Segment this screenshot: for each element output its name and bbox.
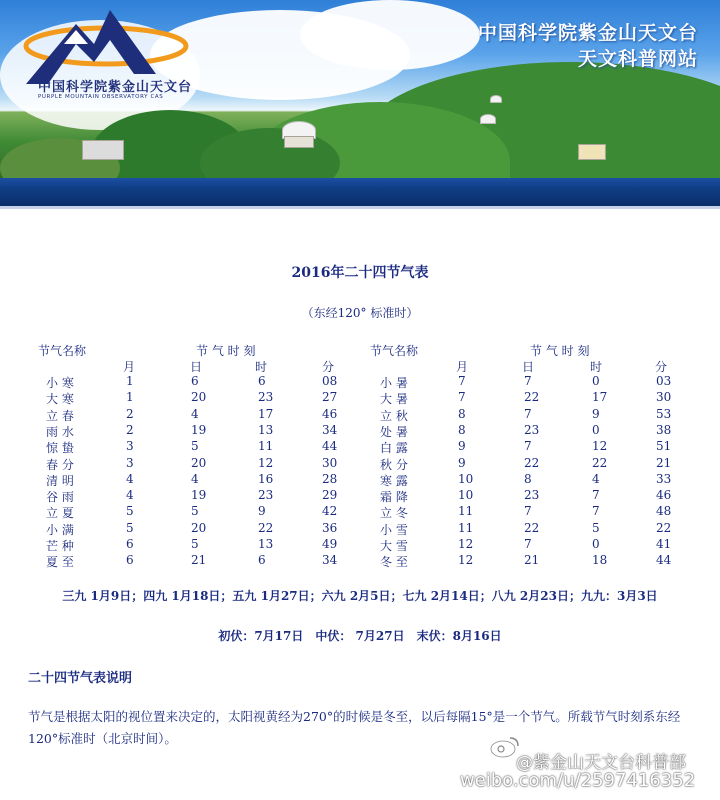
term-hour: 11 [258, 439, 274, 454]
term-month: 3 [126, 439, 134, 454]
term-minute: 46 [656, 488, 672, 503]
cloud [300, 0, 480, 70]
term-day: 5 [191, 537, 199, 551]
term-day: 8 [524, 471, 532, 486]
term-minute: 29 [322, 488, 338, 503]
term-day: 23 [524, 488, 540, 503]
term-minute: 27 [322, 390, 338, 405]
term-day: 7 [524, 406, 532, 421]
term-name: 霜 降 [380, 490, 408, 505]
term-day: 20 [191, 390, 207, 405]
term-minute: 34 [322, 422, 338, 437]
term-minute: 21 [656, 455, 672, 470]
observatory-dome [490, 95, 502, 103]
term-hour: 13 [258, 422, 274, 437]
term-minute: 38 [656, 422, 672, 437]
term-month: 12 [458, 553, 474, 568]
term-name: 立 夏 [46, 506, 74, 521]
term-minute: 46 [322, 406, 338, 421]
term-minute: 30 [322, 455, 338, 470]
header-hour-right: 时 [590, 360, 603, 374]
section-title: 二十四节气表说明 [28, 671, 133, 686]
logo-english-name: PURPLE MOUNTAIN OBSERVATORY CAS [38, 94, 164, 100]
term-minute: 33 [656, 471, 672, 486]
header-month-left: 月 [123, 360, 136, 374]
term-day: 7 [524, 537, 532, 551]
header-day-right: 日 [522, 360, 535, 374]
term-day: 4 [191, 406, 199, 421]
term-day: 7 [524, 439, 532, 454]
term-name: 谷 雨 [46, 490, 74, 505]
term-name: 寒 露 [380, 473, 408, 488]
term-hour: 0 [592, 422, 600, 437]
jiu-dates: 三九 1月9日；四九 1月18日；五九 1月27日；六九 2月5日；七九 2月14日；八九 2月23日；九九：3月3日 [62, 589, 658, 603]
term-day: 21 [191, 553, 207, 568]
term-day: 20 [191, 520, 207, 535]
term-name: 大 暑 [380, 392, 408, 407]
term-name: 处 暑 [380, 424, 408, 439]
term-day: 22 [524, 455, 540, 470]
nav-bar [0, 178, 720, 206]
term-month: 12 [458, 537, 474, 551]
header-day-left: 日 [190, 360, 203, 374]
term-minute: 34 [322, 553, 338, 568]
observatory-dome [480, 114, 496, 124]
term-name: 秋 分 [380, 457, 408, 472]
page-subtitle: （东经120° 标准时） [301, 306, 419, 320]
term-name: 夏 至 [46, 555, 74, 570]
term-minute: 22 [656, 520, 672, 535]
term-minute: 49 [322, 537, 338, 551]
term-hour: 5 [592, 520, 600, 535]
page-title: 2016年二十四节气表 [291, 265, 429, 281]
term-name: 大 寒 [46, 392, 74, 407]
header-time-right: 节 气 时 刻 [530, 344, 590, 358]
header-month-right: 月 [456, 360, 469, 374]
term-minute: 36 [322, 520, 338, 535]
term-name: 小 满 [46, 522, 74, 537]
term-hour: 9 [592, 406, 600, 421]
header-hour-left: 时 [255, 360, 268, 374]
term-month: 7 [458, 374, 466, 388]
term-day: 6 [191, 374, 199, 388]
site-title-line1: 中国科学院紫金山天文台 [477, 22, 698, 44]
term-minute: 30 [656, 390, 672, 405]
term-hour: 23 [258, 488, 274, 503]
term-hour: 17 [258, 406, 274, 421]
building [578, 144, 606, 160]
term-month: 10 [458, 471, 474, 486]
building [82, 140, 124, 160]
term-hour: 0 [592, 374, 600, 388]
term-name: 小 寒 [46, 376, 74, 390]
term-minute: 44 [656, 553, 672, 568]
watermark-account: @紫金山天文台科普部 [516, 753, 686, 773]
term-month: 8 [458, 422, 466, 437]
term-day: 19 [191, 488, 207, 503]
term-name: 惊 蛰 [46, 441, 74, 456]
term-name: 立 春 [46, 408, 74, 423]
term-hour: 23 [258, 390, 274, 405]
term-month: 7 [458, 390, 466, 405]
term-hour: 6 [258, 553, 266, 568]
term-day: 5 [191, 439, 199, 454]
term-name: 芒 种 [46, 539, 74, 553]
term-hour: 9 [258, 504, 266, 519]
term-minute: 51 [656, 439, 672, 454]
term-minute: 03 [656, 374, 672, 388]
header-name-left: 节气名称 [38, 344, 87, 358]
term-hour: 12 [592, 439, 608, 454]
header-banner [0, 0, 720, 178]
term-month: 4 [126, 471, 134, 486]
term-name: 立 秋 [380, 408, 408, 423]
fu-dates: 初伏：7月17日 中伏： 7月27日 末伏：8月16日 [218, 629, 502, 643]
term-month: 10 [458, 488, 474, 503]
term-month: 6 [126, 537, 134, 551]
term-month: 1 [126, 374, 134, 388]
term-month: 5 [126, 520, 134, 535]
term-name: 清 明 [46, 473, 74, 488]
term-day: 23 [524, 422, 540, 437]
header-time-left: 节 气 时 刻 [196, 344, 256, 358]
term-hour: 22 [258, 520, 274, 535]
nav-divider [0, 206, 720, 209]
term-minute: 42 [322, 504, 338, 519]
term-month: 8 [458, 406, 466, 421]
term-hour: 12 [258, 455, 274, 470]
term-month: 2 [126, 422, 134, 437]
header-minute-left: 分 [322, 360, 335, 374]
term-name: 白 露 [380, 441, 408, 456]
term-day: 22 [524, 520, 540, 535]
term-minute: 48 [656, 504, 672, 519]
term-name: 大 雪 [380, 539, 408, 553]
term-month: 9 [458, 439, 466, 454]
term-minute: 08 [322, 374, 338, 388]
term-day: 7 [524, 374, 532, 388]
term-hour: 22 [592, 455, 608, 470]
term-hour: 16 [258, 471, 274, 486]
observatory-base [284, 136, 314, 148]
term-month: 5 [126, 504, 134, 519]
term-name: 小 暑 [380, 376, 408, 390]
term-minute: 44 [322, 439, 338, 454]
term-name: 雨 水 [46, 424, 74, 439]
logo-chinese-name: 中国科学院紫金山天文台 [38, 80, 193, 95]
term-month: 2 [126, 406, 134, 421]
term-day: 4 [191, 471, 199, 486]
header-minute-right: 分 [655, 360, 668, 374]
description-text: 节气是根据太阳的视位置来决定的，太阳视黄经为270°的时候是冬至，以后每隔15°是一个节气。所载节气时刻系东经120°标准时（北京时间）。 [28, 709, 681, 746]
term-month: 6 [126, 553, 134, 568]
term-hour: 0 [592, 537, 600, 551]
term-month: 3 [126, 455, 134, 470]
term-month: 9 [458, 455, 466, 470]
term-day: 7 [524, 504, 532, 519]
term-hour: 6 [258, 374, 266, 388]
term-name: 立 冬 [380, 506, 408, 521]
term-month: 11 [458, 504, 474, 519]
term-name: 春 分 [46, 457, 74, 472]
term-minute: 28 [322, 471, 338, 486]
watermark-url: weibo.com/u/2597416352 [460, 770, 696, 791]
term-month: 4 [126, 488, 134, 503]
term-day: 22 [524, 390, 540, 405]
term-day: 5 [191, 504, 199, 519]
term-hour: 13 [258, 537, 274, 551]
term-day: 20 [191, 455, 207, 470]
term-hour: 7 [592, 504, 600, 519]
term-minute: 41 [656, 537, 672, 551]
site-title-line2: 天文科普网站 [577, 48, 698, 70]
term-hour: 7 [592, 488, 600, 503]
term-hour: 18 [592, 553, 608, 568]
term-hour: 17 [592, 390, 608, 405]
term-day: 21 [524, 553, 540, 568]
term-name: 冬 至 [380, 555, 408, 570]
term-month: 11 [458, 520, 474, 535]
term-month: 1 [126, 390, 134, 405]
term-minute: 53 [656, 406, 672, 421]
header-name-right: 节气名称 [370, 344, 419, 358]
term-day: 19 [191, 422, 207, 437]
term-name: 小 雪 [380, 522, 408, 537]
term-hour: 4 [592, 471, 600, 486]
